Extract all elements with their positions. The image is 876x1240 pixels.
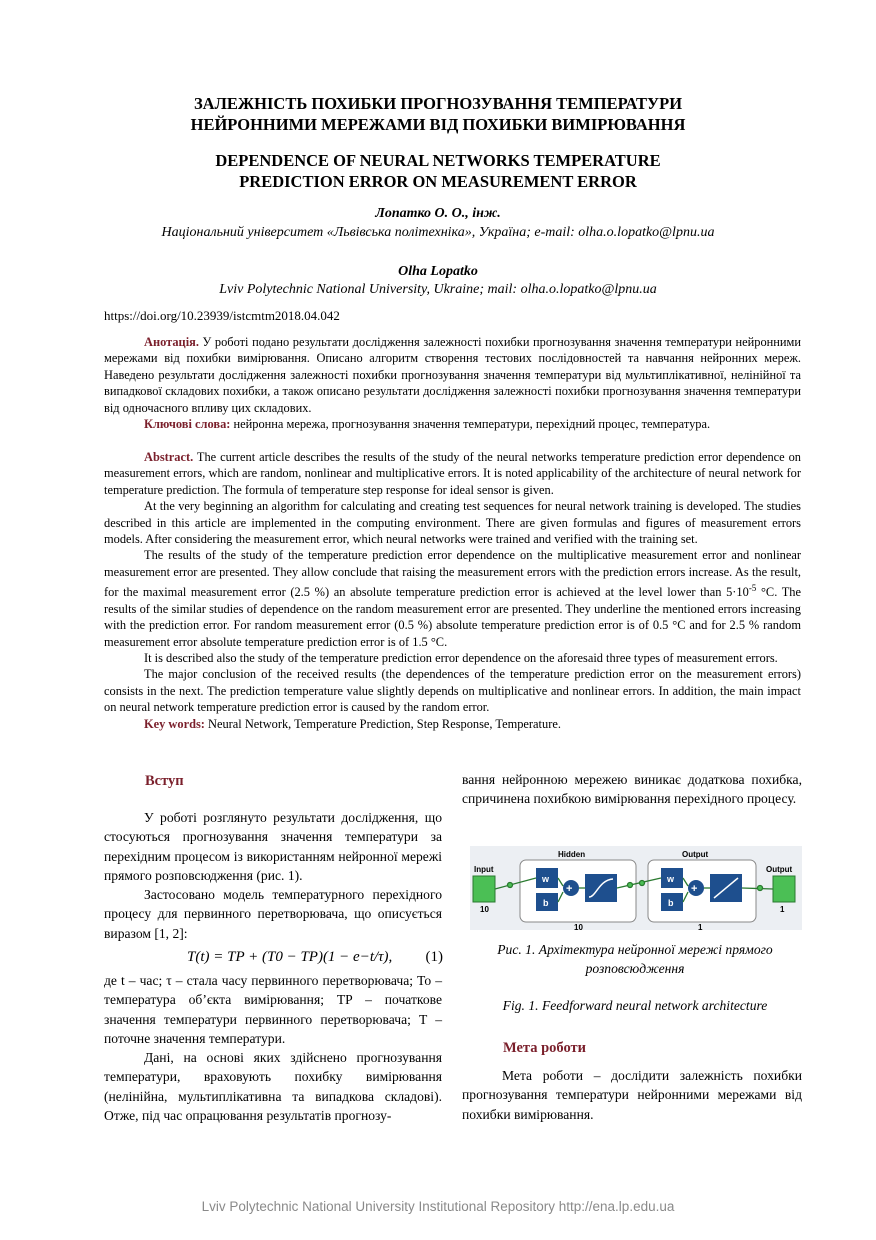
author-en-name: Olha Lopatko: [398, 264, 478, 279]
output-bias-symbol: b: [668, 898, 674, 908]
annotation-text: У роботі подано результати дослідження залежності похибки прогнозування значення температури нейронними мережами від похибки вимірювання. Описано алгоритм створення тестових послідовностей та навчання нейронних мереж. Наведено результати дослідження залежності похибки прогнозування значення температури від мультиплікативної, нелінійної та випадкової складових похибки, а також описано результати дослідження залежності похибки прогнозування значення температури від одночасного впливу цих складових.: [104, 335, 801, 415]
input-box: [473, 876, 495, 902]
title-en-line2: PREDICTION ERROR ON MEASUREMENT ERROR: [239, 172, 637, 191]
input-size: 10: [480, 905, 489, 914]
hidden-bias-symbol: b: [543, 898, 549, 908]
goal-column: [462, 1066, 802, 1124]
intro-p3: Дані, на основі яких здійснено прогнозування температури, враховують похибку вимірювання (нелінійна, мультиплікативна та випадкова складові). Отже, під час опрацювання результатів прогнозу-: [104, 1050, 442, 1124]
hidden-weight-symbol: w: [542, 874, 550, 884]
doi-link[interactable]: https://doi.org/10.23939/istcmtm2018.04.042: [104, 308, 340, 323]
annotation-paragraph: [104, 334, 801, 416]
formula-number: (1): [425, 949, 443, 965]
output-weight-symbol: w: [667, 874, 675, 884]
connector-dot-input: [508, 883, 513, 888]
keywords-ua-label: Ключові слова:: [144, 417, 231, 432]
connector-dot-between: [640, 881, 645, 886]
intro-p1: У роботі розглянуто результати дослідження, що стосуються прогнозування значення температури за перехідним процесом із використанням нейронної мережі прямого розповсюдження (рис. 1).: [104, 810, 442, 883]
hidden-sum-sign: +: [566, 883, 573, 895]
input-label: Input: [474, 865, 494, 874]
intro-p2: Застосовано модель температурного перехідного процесу для первинного перетворювача, що описується виразом [1, 2]:: [104, 887, 442, 941]
connector-dot-output: [758, 886, 763, 891]
annotation-label: Анотація.: [144, 335, 199, 349]
hidden-size: 10: [574, 923, 583, 930]
abstract-p3-after: °C. The results of the similar studies of dependence on the random measurement error are presented. They underline the mentioned errors increasing with the prediction error. For random measurement error (0.5 %) absolute temperature prediction error is of 0.5 °C and for 2.5 % random measurement error absolute temperature prediction error is of 1.5 °C.: [104, 585, 801, 649]
intro-p3-continued: вання нейронною мережею виникає додаткова похибка, спричинена похибкою вимірювання перехідного процесу.: [462, 772, 802, 807]
output-sum-sign: +: [691, 883, 698, 895]
annotation-block: [104, 334, 801, 432]
hidden-activation-block: [585, 874, 617, 902]
abstract-p2: At the very beginning an algorithm for calculating and creating test sequences for neural network training is developed. The studies described in this article are implemented in the computing environment. There are given formulas and figures of measurement errors models. After considering the measurement error, which neural networks were trained and verified with the training set.: [104, 499, 801, 547]
intro-where: де t – час; τ – стала часу первинного перетворювача; To – температура об’єкта вимірювання; TP – початкове значення температури первинного перетворювача; T – поточне значення температури.: [104, 973, 442, 1046]
intro-left-column-bottom: [104, 971, 442, 1125]
connector-dot-hidden: [628, 883, 633, 888]
keywords-en-paragraph: [104, 716, 801, 732]
abstract-p3-before: The results of the study of the temperature prediction error dependence on the multiplicative measurement error and nonlinear measurement error are presented. They allow conclude that raising the measurement errors with the prediction errors increase. As the result, for the maximal measurement error (2.5 %) an absolute temperature prediction error is achieved at the level lower than 5·10: [104, 548, 801, 600]
author-en-affiliation: Lviv Polytechnic National University, Ukraine; mail: olha.o.lopatko@lpnu.ua: [219, 282, 657, 297]
title-ukrainian: [0, 93, 876, 135]
title-ua-line2: НЕЙРОННИМИ МЕРЕЖАМИ ВІД ПОХИБКИ ВИМІРЮВАННЯ: [190, 115, 686, 134]
intro-heading: Вступ: [145, 773, 184, 789]
hidden-label: Hidden: [558, 850, 586, 859]
output-block-label: Output: [766, 865, 793, 874]
intro-left-column-top: [104, 808, 442, 943]
title-english: [0, 150, 876, 192]
keywords-en-text: Neural Network, Temperature Prediction, Step Response, Temperature.: [204, 716, 561, 731]
figure-caption-ua: Рис. 1. Архітектура нейронної мережі прямого розповсюдження: [497, 942, 773, 976]
abstract-block: [104, 449, 801, 732]
keywords-ua-paragraph: [104, 416, 801, 432]
formula-1: [187, 946, 443, 968]
figure-caption-en: Fig. 1. Feedforward neural network architecture: [502, 998, 768, 1013]
abstract-p5: The major conclusion of the received results (the dependences of the temperature prediction error on the measurement errors) consists in the next. The prediction temperature value slightly depends on multiplicative and nonlinear errors. In addition, the main impact on neural network temperature prediction error is caused by the random error.: [104, 667, 801, 715]
keywords-ua-text: нейронна мережа, прогнозування значення температури, перехідний процес, температура.: [230, 417, 711, 432]
author-ua-name: Лопатко О. О., інж.: [375, 206, 501, 221]
abstract-p4: It is described also the study of the temperature prediction error dependence on the aforesaid three types of measurement errors.: [144, 651, 778, 665]
figure-1-network-diagram: [470, 846, 802, 930]
title-en-line1: DEPENDENCE OF NEURAL NETWORKS TEMPERATURE: [215, 151, 661, 170]
intro-right-column: [462, 770, 802, 809]
network-diagram-svg: [470, 846, 802, 930]
abstract-p1-text: The current article describes the results of the study of the neural networks temperature prediction error dependence on measurement errors, which are random, nonlinear and multiplicative errors. It is noted applicability of the architecture of neural network for temperature prediction. The formula of temperature step response for ideal sensor is given.: [104, 450, 801, 497]
output-layer-size: 1: [698, 923, 703, 930]
title-ua-line1: ЗАЛЕЖНІСТЬ ПОХИБКИ ПРОГНОЗУВАННЯ ТЕМПЕРАТУРИ: [193, 94, 683, 113]
abstract-p3: [104, 547, 801, 650]
abstract-label: Abstract.: [144, 450, 194, 464]
output-block-size: 1: [780, 905, 785, 914]
keywords-en-label: Key words:: [144, 716, 205, 731]
repository-footer: Lviv Polytechnic National University Institutional Repository http://ena.lp.edu.ua: [201, 1199, 675, 1214]
author-ua-affiliation: Національний університет «Львівська політехніка», Україна; e-mail: olha.o.lopatko@lpnu.ua: [161, 225, 715, 240]
output-box: [773, 876, 795, 902]
goal-heading: Мета роботи: [503, 1040, 587, 1056]
goal-text: Мета роботи – дослідити залежність похибки прогнозування температури нейронними мережами від похибки вимірювання.: [462, 1068, 802, 1122]
abstract-p3-exponent: -5: [748, 583, 757, 594]
formula-expression: T(t) = TP + (T0 − TP)(1 − e−t/τ),: [187, 949, 393, 965]
abstract-p1: [104, 449, 801, 498]
output-layer-label: Output: [682, 850, 709, 859]
